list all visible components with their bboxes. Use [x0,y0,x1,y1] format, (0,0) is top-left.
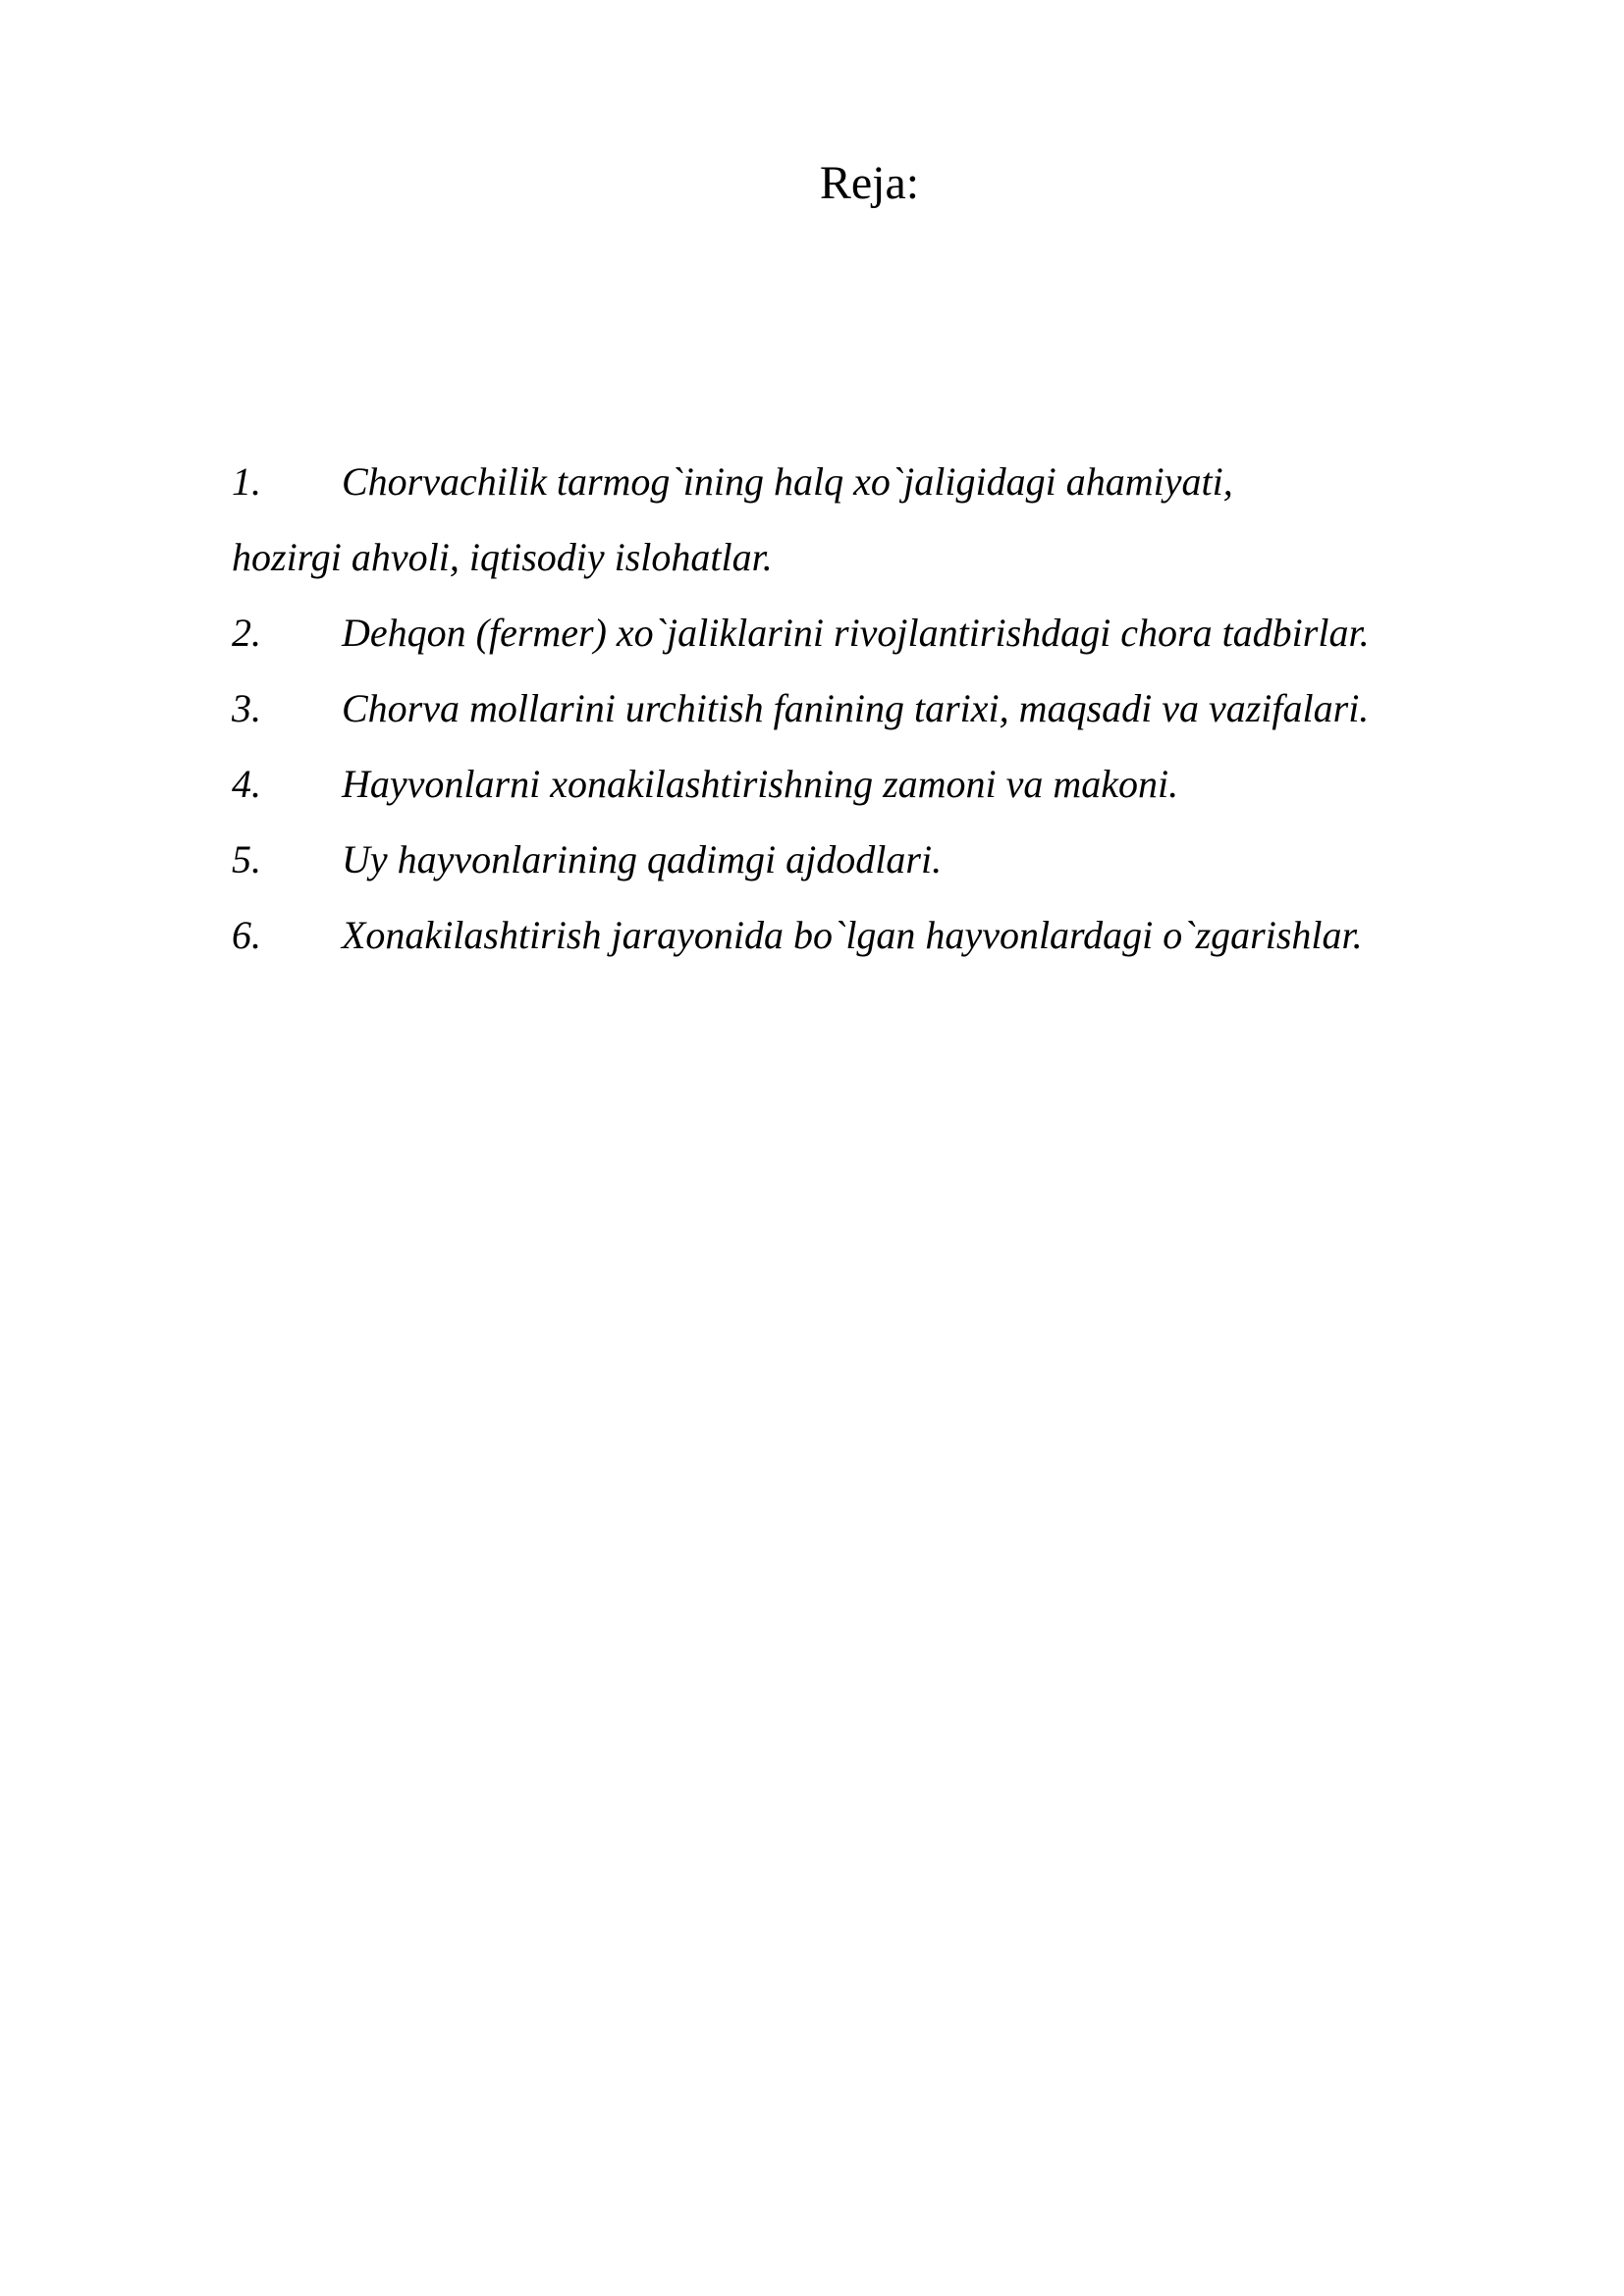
plan-item-1 [232,444,1528,519]
plan-item-text-continuation: hozirgi ahvoli, iqtisodiy islohatlar. [232,535,773,579]
plan-item-number: 1. [232,459,261,504]
plan-item-3 [232,670,1528,746]
plan-list [232,444,1528,973]
plan-item-5 [232,822,1528,897]
page-title: Reja: [819,157,920,209]
plan-item-number: 3. [232,686,261,730]
plan-item-text: Dehqon (fermer) xo`jaliklarini rivojlantirishdagi chora tadbirlar. [342,611,1370,655]
plan-item-1-continuation [232,519,1528,595]
plan-item-number: 2. [232,611,261,655]
plan-item-number: 4. [232,762,261,806]
plan-item-text: Chorva mollarini urchitish fanining tarixi, maqsadi va vazifalari. [342,686,1370,730]
plan-item-text: Uy hayvonlarining qadimgi ajdodlari. [342,837,943,881]
plan-item-text: Xonakilashtirish jarayonida bo`lgan hayvonlardagi o`zgarishlar. [342,913,1363,957]
plan-item-2 [232,595,1528,670]
plan-item-4 [232,746,1528,822]
plan-item-number: 6. [232,913,261,957]
plan-item-text: Hayvonlarni xonakilashtirishning zamoni va makoni. [342,762,1179,806]
plan-item-number: 5. [232,837,261,881]
plan-item-6 [232,897,1528,973]
plan-item-text: Chorvachilik tarmog`ining halq xo`jaligidagi ahamiyati, [342,459,1233,504]
